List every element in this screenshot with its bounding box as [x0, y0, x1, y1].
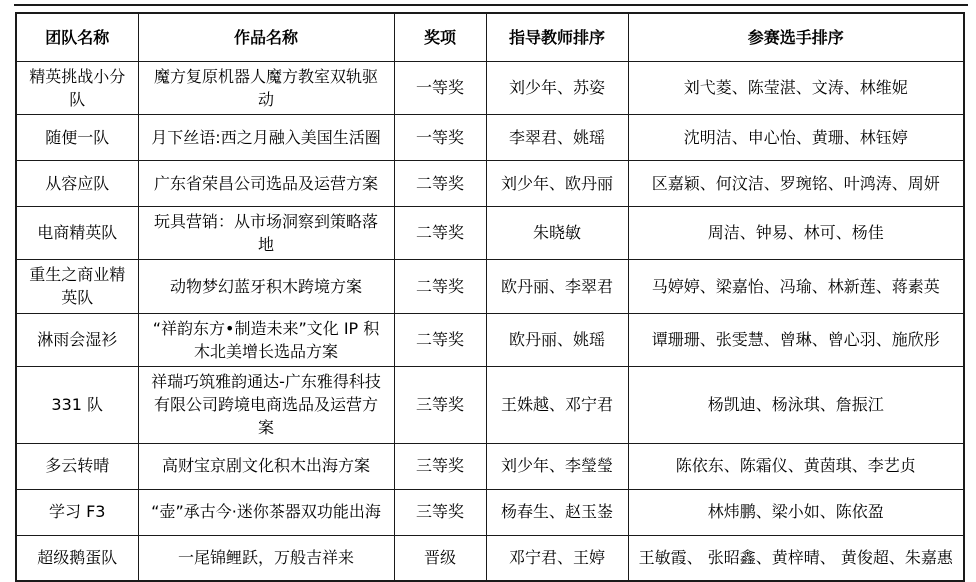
table-row — [16, 313, 964, 366]
team-name-cell: 随便一队 — [16, 114, 138, 160]
award-cell: 三等奖 — [394, 489, 486, 535]
team-name-cell: 电商精英队 — [16, 206, 138, 259]
award-cell: 一等奖 — [394, 61, 486, 114]
work-name-cell: 魔方复原机器人魔方教室双轨驱动 — [138, 61, 394, 114]
work-name-cell: 动物梦幻蓝牙积木跨境方案 — [138, 260, 394, 313]
table-row — [16, 206, 964, 259]
teachers-cell: 欧丹丽、李翠君 — [486, 260, 628, 313]
table-body — [16, 61, 964, 581]
header-row — [16, 13, 964, 61]
teachers-cell: 刘少年、苏姿 — [486, 61, 628, 114]
award-cell: 二等奖 — [394, 160, 486, 206]
teachers-cell: 王姝越、邓宁君 — [486, 367, 628, 444]
header-teachers-order: 指导教师排序 — [486, 13, 628, 61]
players-cell: 区嘉颖、何汶洁、罗琬铭、叶鸿涛、周妍 — [628, 160, 964, 206]
teachers-cell: 李翠君、姚瑶 — [486, 114, 628, 160]
players-cell: 周洁、钟易、林可、杨佳 — [628, 206, 964, 259]
work-name-cell: 一尾锦鲤跃，万般吉祥来 — [138, 535, 394, 581]
table-row — [16, 535, 964, 581]
teachers-cell: 欧丹丽、姚瑶 — [486, 313, 628, 366]
players-cell: 马婷婷、梁嘉怡、冯瑜、林新莲、蒋素英 — [628, 260, 964, 313]
team-name-cell: 多云转晴 — [16, 443, 138, 489]
players-cell: 林炜鹏、梁小如、陈依盈 — [628, 489, 964, 535]
team-name-cell: 重生之商业精英队 — [16, 260, 138, 313]
team-name-cell: 从容应队 — [16, 160, 138, 206]
team-name-cell: 331 队 — [16, 367, 138, 444]
team-name-cell: 超级鹅蛋队 — [16, 535, 138, 581]
award-cell: 二等奖 — [394, 206, 486, 259]
work-name-cell: 玩具营销：从市场洞察到策略落地 — [138, 206, 394, 259]
work-name-cell: 广东省荣昌公司选品及运营方案 — [138, 160, 394, 206]
top-divider — [14, 4, 968, 6]
table-row — [16, 367, 964, 444]
award-cell: 二等奖 — [394, 260, 486, 313]
table-row — [16, 443, 964, 489]
award-cell: 晋级 — [394, 535, 486, 581]
table-row — [16, 489, 964, 535]
players-cell: 陈依东、陈霜仪、黄茵琪、李艺贞 — [628, 443, 964, 489]
players-cell: 谭珊珊、张雯慧、曾琳、曾心羽、施欣彤 — [628, 313, 964, 366]
header-team-name: 团队名称 — [16, 13, 138, 61]
work-name-cell: “祥韵东方•制造未来”文化 IP 积木北美增长选品方案 — [138, 313, 394, 366]
table-row — [16, 260, 964, 313]
teachers-cell: 邓宁君、王婷 — [486, 535, 628, 581]
header-award: 奖项 — [394, 13, 486, 61]
table-row — [16, 114, 964, 160]
header-work-name: 作品名称 — [138, 13, 394, 61]
teachers-cell: 刘少年、欧丹丽 — [486, 160, 628, 206]
team-name-cell: 淋雨会湿衫 — [16, 313, 138, 366]
work-name-cell: 月下丝语:西之月融入美国生活圈 — [138, 114, 394, 160]
players-cell: 沈明洁、申心怡、黄珊、林钰婷 — [628, 114, 964, 160]
work-name-cell: 祥瑞巧筑雅韵通达-广东雅得科技有限公司跨境电商选品及运营方案 — [138, 367, 394, 444]
players-cell: 刘弋菱、陈莹湛、文涛、林维妮 — [628, 61, 964, 114]
award-cell: 二等奖 — [394, 313, 486, 366]
work-name-cell: 高财宝京剧文化积木出海方案 — [138, 443, 394, 489]
table-row — [16, 160, 964, 206]
award-cell: 三等奖 — [394, 367, 486, 444]
teachers-cell: 杨春生、赵玉崟 — [486, 489, 628, 535]
award-cell: 三等奖 — [394, 443, 486, 489]
players-cell: 杨凯迪、杨泳琪、詹振江 — [628, 367, 964, 444]
teachers-cell: 朱晓敏 — [486, 206, 628, 259]
team-name-cell: 学习 F3 — [16, 489, 138, 535]
award-table — [15, 12, 965, 582]
header-players-order: 参赛选手排序 — [628, 13, 964, 61]
players-cell: 王敏霞、 张昭鑫、黄梓晴、 黄俊超、朱嘉惠 — [628, 535, 964, 581]
table-row — [16, 61, 964, 114]
team-name-cell: 精英挑战小分队 — [16, 61, 138, 114]
award-cell: 一等奖 — [394, 114, 486, 160]
teachers-cell: 刘少年、李瑩瑩 — [486, 443, 628, 489]
work-name-cell: “壶”承古今·迷你茶器双功能出海 — [138, 489, 394, 535]
